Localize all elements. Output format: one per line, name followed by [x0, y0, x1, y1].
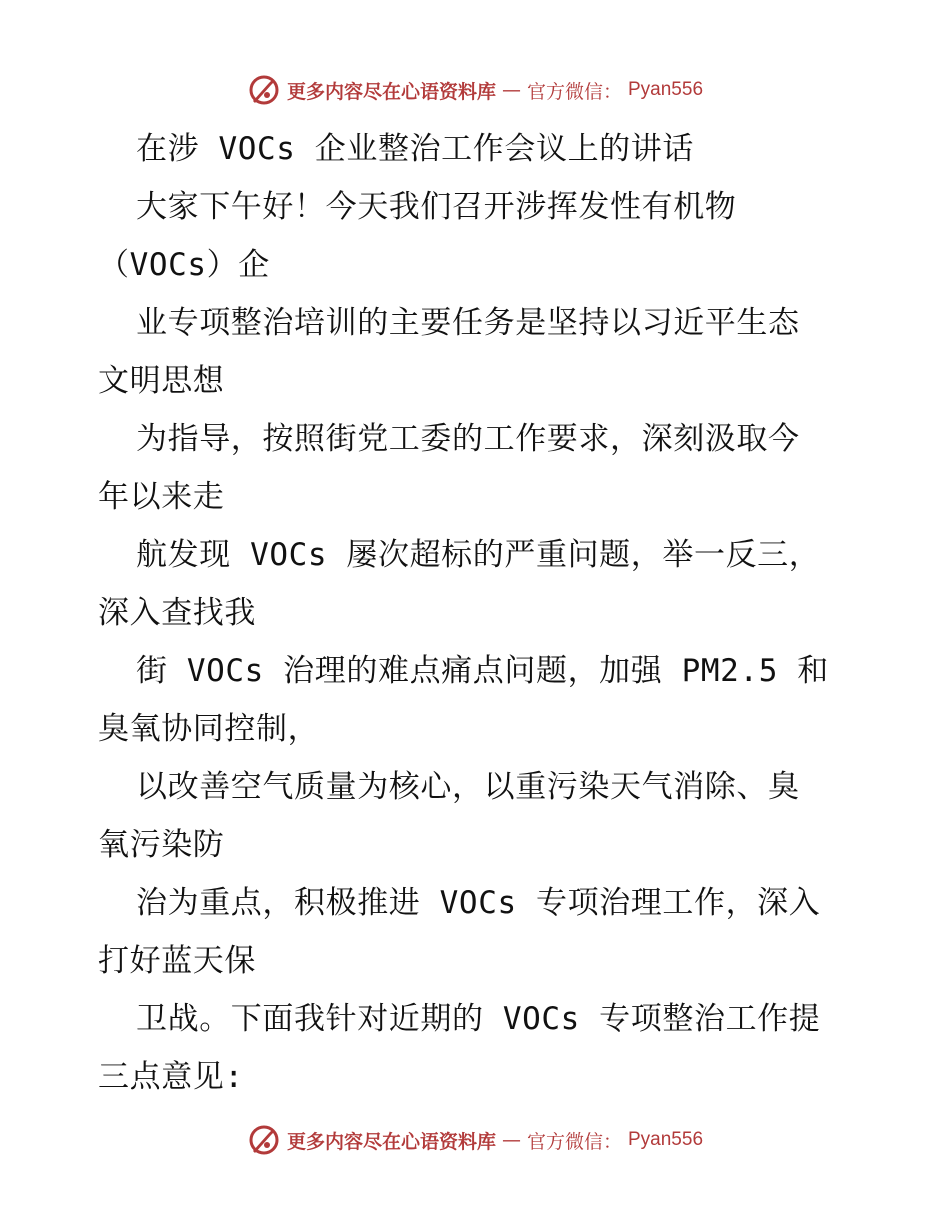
paragraph-line: 臭氧协同控制， [98, 711, 320, 747]
paragraph-line: （VOCs）企 [98, 247, 270, 283]
banner-label: 官方微信： [526, 1130, 622, 1153]
banner-main-text: 更多内容尽在心语资料库 [286, 1130, 496, 1153]
paragraph-line: 打好蓝天保 [98, 943, 256, 979]
document-title-line: 在涉 VOCs 企业整治工作会议上的讲话 [136, 131, 694, 167]
paragraph-line: 大家下午好！今天我们召开涉挥发性有机物 [136, 189, 737, 225]
paragraph-line: 业专项整治培训的主要任务是坚持以习近平生态 [136, 305, 800, 341]
paragraph-line: 以改善空气质量为核心，以重污染天气消除、臭 [136, 769, 800, 805]
quill-logo-icon [247, 1123, 281, 1157]
banner-label: 官方微信： [526, 80, 622, 103]
banner-separator: — [501, 79, 521, 101]
footer-banner [0, 1120, 950, 1160]
paragraph-line: 为指导，按照街党工委的工作要求，深刻汲取今 [136, 421, 800, 457]
paragraph-line: 年以来走 [98, 479, 225, 515]
banner-wechat-id: Pyan556 [628, 79, 704, 100]
header-banner [0, 70, 950, 110]
paragraph-line: 街 VOCs 治理的难点痛点问题，加强 PM2.5 和 [136, 653, 829, 689]
paragraph-line: 航发现 VOCs 屡次超标的严重问题，举一反三， [136, 537, 821, 573]
banner-wechat-id: Pyan556 [628, 1129, 704, 1150]
paragraph-line: 氧污染防 [98, 827, 225, 863]
paragraph-line: 深入查找我 [98, 595, 256, 631]
banner-separator: — [501, 1129, 521, 1151]
paragraph-line: 卫战。下面我针对近期的 VOCs 专项整治工作提 [136, 1001, 821, 1037]
paragraph-line: 文明思想 [98, 363, 225, 399]
quill-logo-icon [247, 73, 281, 107]
paragraph-line: 三点意见: [98, 1059, 244, 1095]
document-body [98, 120, 858, 1106]
banner-main-text: 更多内容尽在心语资料库 [286, 80, 496, 103]
paragraph-line: 治为重点，积极推进 VOCs 专项治理工作，深入 [136, 885, 821, 921]
